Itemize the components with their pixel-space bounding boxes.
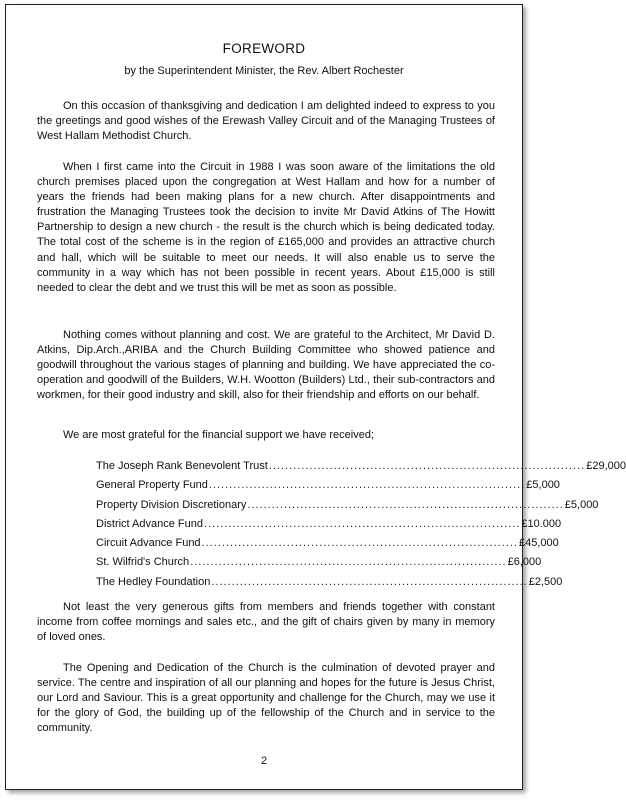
fund-name: Circuit Advance Fund (96, 537, 201, 550)
fund-amount: £6,000 (507, 556, 542, 569)
fund-row (96, 496, 599, 515)
page-number: 2 (260, 755, 268, 767)
fund-name: General Property Fund (96, 479, 208, 492)
fund-row (96, 515, 562, 534)
leader-dots: .............................................................................. (208, 479, 526, 492)
paragraph-history: When I first came into the Circuit in 1988 I was soon aware of the limitations the old church premises placed upon the congregation at West Hallam and how for a number of years the friends had been making plans for a new church. After disappointments and frustration the Managing Trustees took the decision to invite Mr David Atkins of The Howitt Partnership to design a new church - the result is the church which is being dedicated today. The total cost of the scheme is in the region of £165,000 and provides an attractive church and hall, which will be suitable to meet our needs. It will also enable us to serve the community in a way which has not been possible in recent years. About £15,000 is still needed to clear the debt and we trust this will be met as soon as possible. (37, 161, 495, 294)
leader-dots: .............................................................................. (190, 556, 507, 569)
fund-row (96, 553, 542, 572)
fund-amount: £29,000 (586, 460, 626, 472)
fund-row (96, 573, 563, 592)
fund-amount: £10.000 (521, 517, 562, 530)
funds-list (96, 457, 626, 592)
paragraph-greeting: On this occasion of thanksgiving and dedication I am delighted indeed to express to you the greetings and good wishes of the Erewash Valley Circuit and of the Managing Trustees of West Hallam Methodist Church. (37, 100, 495, 143)
fund-name: Property Division Discretionary (96, 498, 247, 511)
leader-dots: .............................................................................. (211, 575, 528, 588)
leader-dots: .............................................................................. (204, 517, 521, 530)
paragraph-dedication: The Opening and Dedication of the Church is the culmination of devoted prayer and service. The centre and inspiration of all our planning and hopes for the future is Jesus Christ, our Lord and Saviour. This is a great opportunity and challenge for the Church, may we use it for the glory of God, the building up of the fellowship of the Church and in service to the community. (37, 662, 495, 735)
fund-amount: £2,500 (528, 575, 563, 588)
fund-amount: £5,000 (526, 479, 560, 492)
leader-dots: .............................................................................. (201, 537, 518, 550)
fund-name: The Joseph Rank Benevolent Trust (96, 460, 268, 472)
fund-name: District Advance Fund (96, 517, 203, 530)
fund-name: St. Wilfrid's Church (96, 556, 190, 569)
fund-name: The Hedley Foundation (96, 575, 211, 588)
fund-row (96, 476, 560, 495)
fund-row (96, 534, 559, 553)
leader-dots: .............................................................................. (247, 498, 564, 511)
paragraph-thanks: Nothing comes without planning and cost. We are grateful to the Architect, Mr David D. Atkins, Dip.Arch.,ARIBA and the Church Building Committee who showed patience and goodwill throughout the various stages of planning and building. We have appreciated the co-operation and goodwill of the Builders, W.H. Wootton (Builders) Ltd., their sub-contractors and workmen, for their good industry and skill, also for their friendship and efforts on our behalf. (37, 329, 495, 402)
fund-amount: £45,000 (518, 537, 559, 550)
fund-amount: £5,000 (564, 498, 599, 511)
fund-row (96, 457, 626, 476)
paragraph-financial-intro: We are most grateful for the financial support we have received; (63, 429, 375, 441)
page-title: FOREWORD (222, 41, 306, 56)
page-subtitle: by the Superintendent Minister, the Rev. Albert Rochester (124, 65, 404, 77)
paragraph-gifts: Not least the very generous gifts from members and friends together with constant income from coffee mornings and sales etc., and the gift of chairs given by many in memory of loved ones. (37, 601, 495, 644)
document-page (5, 4, 626, 790)
leader-dots: .............................................................................. (268, 460, 586, 472)
